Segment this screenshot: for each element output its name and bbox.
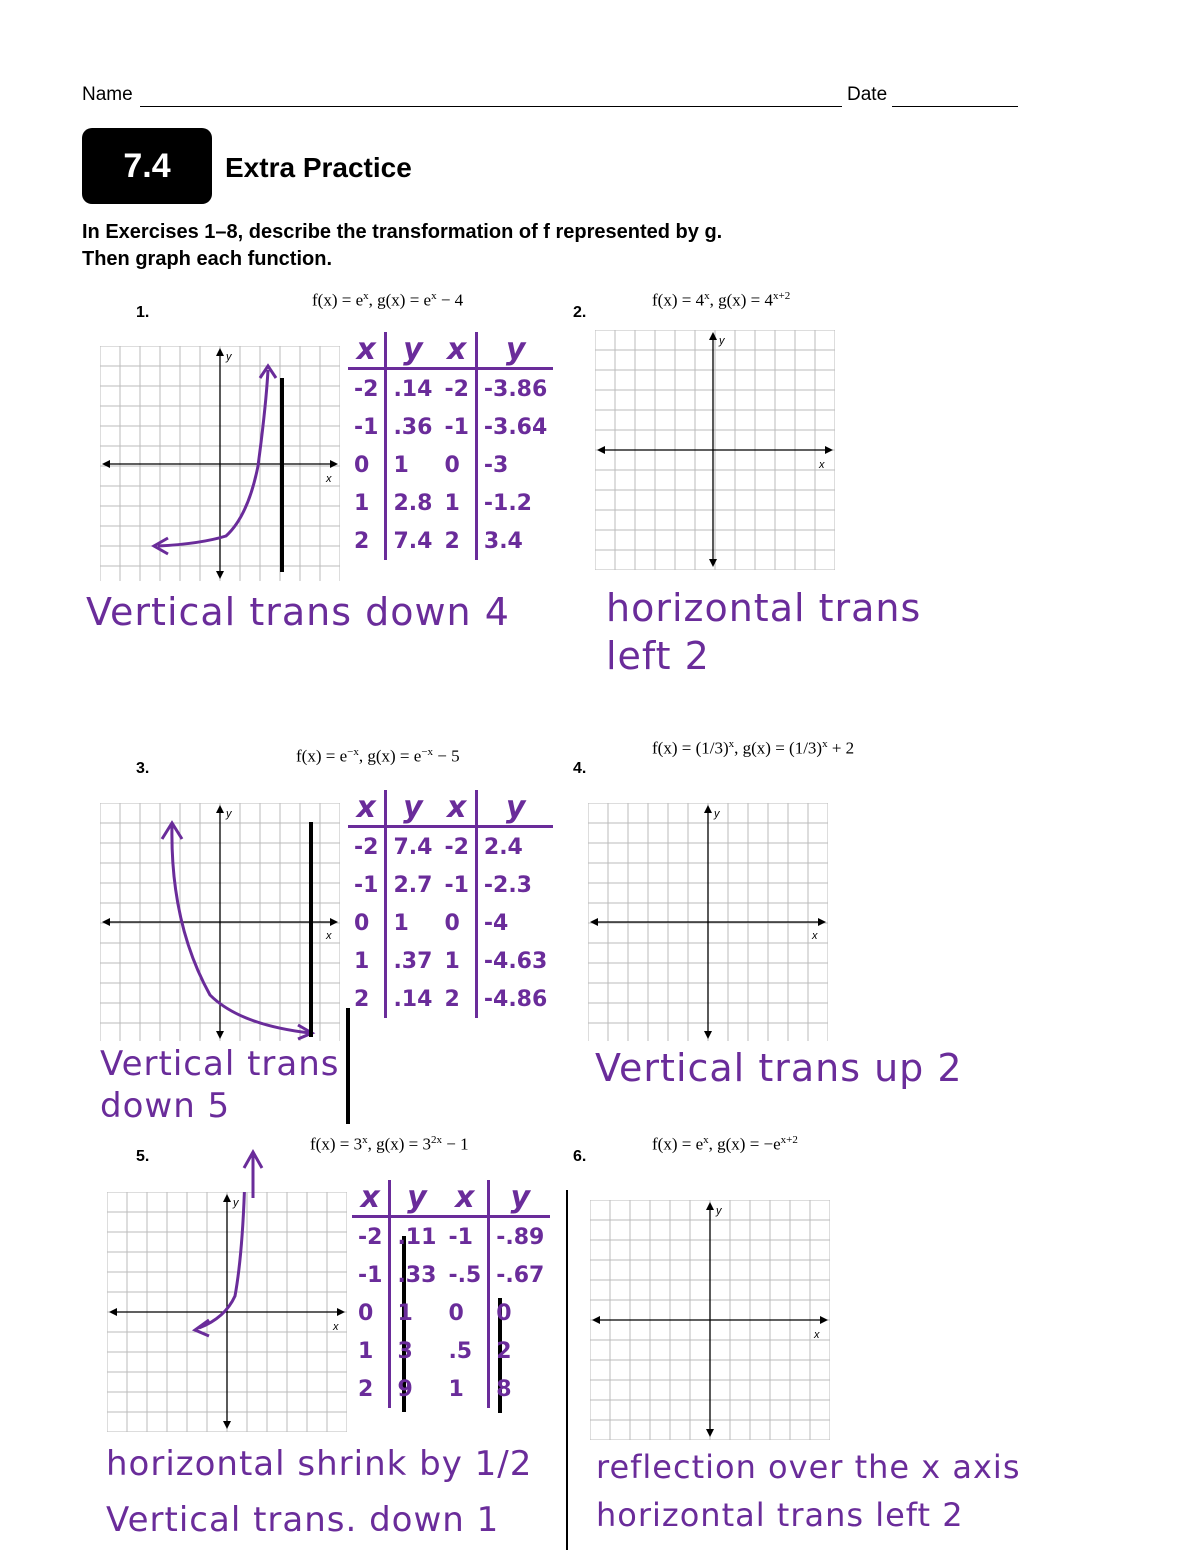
- exercise-6-number: 6.: [573, 1148, 587, 1165]
- exercise-5-formula: $f(x) = 3^x$, $g(x) = 3^{2x} - 1$: [310, 1134, 469, 1154]
- pencil-mark: [280, 378, 284, 572]
- pencil-mark: [346, 1008, 350, 1124]
- x-axis-label: x: [326, 473, 332, 485]
- y-axis-label: y: [226, 808, 232, 820]
- exercise-5-graph[interactable]: [107, 1192, 347, 1432]
- exercise-3-answer-line-1: Vertical trans: [100, 1044, 340, 1084]
- exercise-3-formula: $f(x) = e^{-x}$, $g(x) = e^{-x} - 5$: [296, 746, 460, 766]
- exercise-3-answer-line-2: down 5: [100, 1086, 231, 1126]
- date-blank-line[interactable]: [892, 106, 1018, 107]
- x-axis-label: x: [812, 930, 818, 942]
- exercise-5-table: x y x y -2 .11 -1 -.89 -1 .33 -.5 -.67 0 1 0 0 1 3 .5 2 2 9 1 8: [352, 1180, 550, 1408]
- exercise-2-answer-line-1: horizontal trans: [606, 586, 922, 630]
- exercise-4-number: 4.: [573, 760, 587, 777]
- exercise-4-graph[interactable]: [588, 803, 828, 1041]
- exercise-2-number: 2.: [573, 304, 587, 321]
- exercise-5-answer-line-1: horizontal shrink by 1/2: [106, 1444, 533, 1484]
- name-blank-line[interactable]: [140, 106, 842, 107]
- exercise-6-answer-line-2: horizontal trans left 2: [596, 1496, 964, 1534]
- exercise-2-formula: $f(x) = 4^x$, $g(x) = 4^{x+2}$: [652, 290, 791, 310]
- pencil-mark: [566, 1190, 568, 1550]
- y-axis-label: y: [233, 1197, 239, 1209]
- exercise-6-formula: $f(x) = e^x$, $g(x) = -e^{x+2}$: [652, 1134, 798, 1154]
- y-axis-label: y: [719, 335, 725, 347]
- instructions-line-1: In Exercises 1–8, describe the transformation of f represented by g.: [82, 221, 723, 243]
- x-axis-label: x: [819, 459, 825, 471]
- lesson-number-badge: [82, 128, 212, 204]
- y-axis-label: y: [716, 1205, 722, 1217]
- exercise-4-formula: $f(x) = (1/3)^x$, $g(x) = (1/3)^x + 2$: [652, 738, 855, 758]
- lesson-number: 7.4: [123, 146, 171, 185]
- exercise-2-answer-line-2: left 2: [606, 634, 710, 678]
- lesson-title: Extra Practice: [225, 152, 412, 183]
- exercise-1-number: 1.: [136, 304, 150, 321]
- x-axis-label: x: [333, 1321, 339, 1333]
- exercise-1-formula: $f(x) = e^x$, $g(x) = e^x - 4$: [312, 290, 464, 310]
- exercise-1-graph[interactable]: [100, 346, 340, 581]
- exercise-5-number: 5.: [136, 1148, 150, 1165]
- exercise-3-graph[interactable]: [100, 803, 340, 1041]
- pencil-mark: [309, 822, 313, 1037]
- exercise-6-answer-line-1: reflection over the x axis: [596, 1448, 1021, 1486]
- name-label: Name: [82, 84, 133, 105]
- date-label: Date: [847, 84, 888, 105]
- exercise-4-answer: Vertical trans up 2: [595, 1046, 963, 1090]
- x-axis-label: x: [814, 1329, 820, 1341]
- exercise-2-graph[interactable]: [595, 330, 835, 570]
- exercise-1-table: x y x y -2 .14 -2 -3.86 -1 .36 -1 -3.64 0 1 0 -3 1 2.8 1 -1.2 2 7.4 2 3.4: [348, 332, 553, 560]
- exercise-5-answer-line-2: Vertical trans. down 1: [106, 1500, 500, 1540]
- x-axis-label: x: [326, 930, 332, 942]
- exercise-5-curve-arrow: [238, 1148, 268, 1198]
- exercise-3-number: 3.: [136, 760, 150, 777]
- y-axis-label: y: [226, 351, 232, 363]
- exercise-3-table: x y x y -2 7.4 -2 2.4 -1 2.7 -1 -2.3 0 1 0 -4 1 .37 1 -4.63 2 .14 2 -4.86: [348, 790, 553, 1018]
- exercise-1-answer: Vertical trans down 4: [86, 590, 510, 634]
- y-axis-label: y: [714, 808, 720, 820]
- instructions-line-2: Then graph each function.: [82, 248, 333, 270]
- exercise-6-graph[interactable]: [590, 1200, 830, 1440]
